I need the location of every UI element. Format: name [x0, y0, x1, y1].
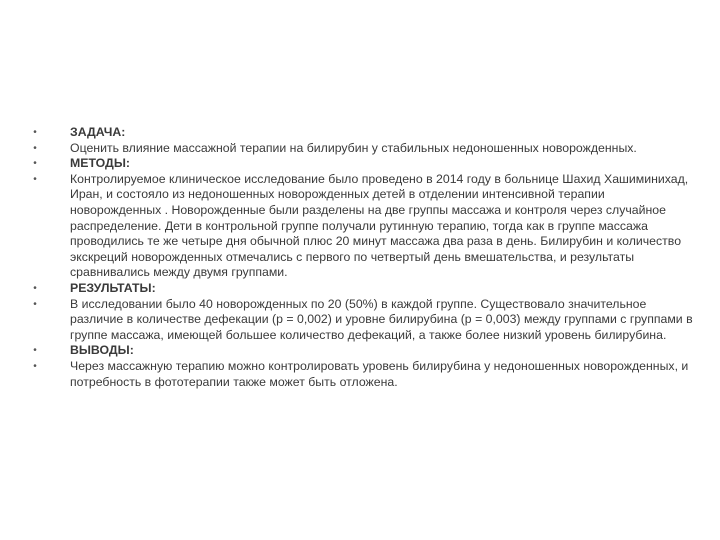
- bullet-dot-icon: •: [33, 298, 37, 310]
- bullet-item-task-text: [30, 141, 695, 157]
- bullet-dot-icon: •: [33, 158, 37, 170]
- bullet-dot-icon: •: [33, 142, 37, 154]
- bullet-item-methods-heading: [30, 156, 695, 172]
- bullet-item-results-heading: [30, 281, 695, 297]
- bullet-dot-icon: •: [33, 360, 37, 372]
- bullet-dot-icon: •: [33, 345, 37, 357]
- bullet-dot-icon: •: [33, 282, 37, 294]
- methods-text: Контролируемое клиническое исследование было проведено в 2014 году в больнице Шахид Хашиминихад, Иран, и состояло из недоношенных новорожденных детей в отделении интенсивной терапии новорожденных . Новорожденные были разделены на две группы массажа и контроля через случайное распределение. Дети в контрольной группе получали рутинную терапию, тогда как в группе массажа проводились те же четыре дня обычной плюс 20 минут массажа два раза в день. Билирубин и количество экскреций новорожденных отмечались с первого по четвертый день вмешательства, и результаты сравнивались между двумя группами.: [70, 171, 689, 280]
- bullet-item-conclusions-heading: [30, 343, 695, 359]
- bullet-list: [30, 125, 695, 390]
- methods-heading: МЕТОДЫ:: [70, 156, 130, 171]
- bullet-item-methods-text: [30, 172, 695, 281]
- bullet-item-task-heading: [30, 125, 695, 141]
- bullet-dot-icon: •: [33, 127, 37, 138]
- bullet-item-conclusions-text: [30, 359, 695, 390]
- task-heading: ЗАДАЧА:: [70, 125, 126, 139]
- results-text: В исследовании было 40 новорожденных по 20 (50%) в каждой группе. Существовало значительное различие в количестве дефекации (p = 0,002) и уровне билирубина (p = 0,003) между группами с группами в группе массажа, имеющей большее количество дефекаций, а также более низкий уровень билирубина.: [70, 296, 693, 342]
- conclusions-text: Через массажную терапию можно контролировать уровень билирубина у недоношенных новорожденных, и потребность в фототерапии также может быть отложена.: [70, 358, 689, 389]
- conclusions-heading: ВЫВОДЫ:: [70, 343, 134, 358]
- task-text: Оценить влияние массажной терапии на билирубин у стабильных недоношенных новорожденных.: [70, 140, 637, 155]
- bullet-dot-icon: •: [33, 173, 37, 185]
- results-heading: РЕЗУЛЬТАТЫ:: [70, 280, 156, 295]
- bullet-item-results-text: [30, 297, 695, 344]
